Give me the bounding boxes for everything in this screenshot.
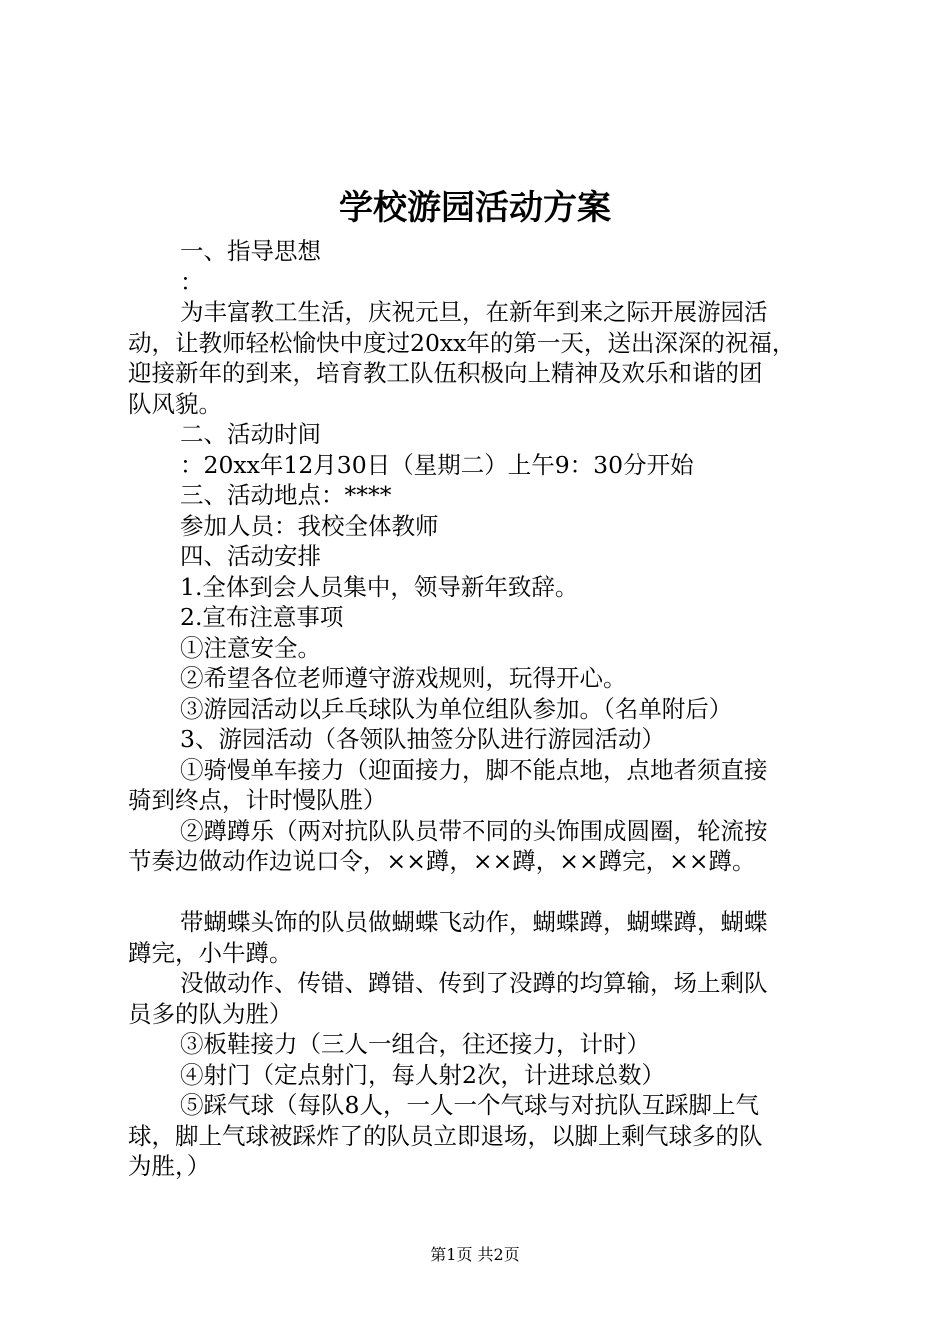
list-item: ①注意安全。 (180, 633, 321, 662)
paragraph-line: 带蝴蝶头饰的队员做蝴蝶飞动作，蝴蝶蹲，蝴蝶蹲，蝴蝶 (180, 908, 768, 936)
paragraph-line: 为胜，） (128, 1152, 211, 1180)
list-item: ③板鞋接力（三人一组合，往还接力，计时） (180, 1030, 650, 1058)
paragraph-line: 队风貌。 (128, 389, 222, 418)
blank-line (128, 877, 848, 908)
paragraph-line: 为丰富教工生活，庆祝元旦，在新年到来之际开展游园活 (180, 298, 768, 326)
section-heading-activity-location: 三、活动地点：**** (180, 481, 392, 509)
list-item: ③游园活动以乒乓球队为单位组队参加。（名单附后） (180, 694, 733, 723)
paragraph-line: ：20xx年12月30日（星期二）上午9：30分开始 (180, 450, 694, 479)
section-heading-activity-time: 二、活动时间 (180, 420, 321, 448)
list-item: 1.全体到会人员集中，领导新年致辞。 (180, 572, 579, 601)
list-item: ①骑慢单车接力（迎面接力，脚不能点地，点地者须直接 (180, 755, 768, 784)
paragraph-line: 参加人员：我校全体教师 (180, 511, 439, 540)
paragraph-line: 节奏边做动作边说口令，××蹲，××蹲，××蹲完，××蹲。 (128, 847, 756, 875)
paragraph-line: 骑到终点，计时慢队胜） (128, 786, 387, 814)
document-body (128, 236, 848, 1182)
paragraph-line: ： (180, 267, 204, 296)
list-item: 2.宣布注意事项 (180, 603, 344, 631)
paragraph-line: 球，脚上气球被踩炸了的队员立即退场，以脚上剩气球多的队 (128, 1121, 763, 1150)
list-item: ④射门（定点射门，每人射2次，计进球总数） (180, 1060, 665, 1089)
page-footer: 第1页 共2页 (430, 1245, 520, 1264)
document-title: 学校游园活动方案 (339, 188, 611, 228)
paragraph-line: 没做动作、传错、蹲错、传到了没蹲的均算输，场上剩队 (180, 969, 768, 997)
paragraph-line: 蹲完，小牛蹲。 (128, 938, 293, 967)
paragraph-line: 迎接新年的到来，培育教工队伍积极向上精神及欢乐和谐的团 (128, 359, 763, 387)
list-item: ②希望各位老师遵守游戏规则，玩得开心。 (180, 664, 627, 692)
paragraph-line: 动，让教师轻松愉快中度过20xx年的第一天，送出深深的祝福， (128, 328, 796, 357)
list-item: ②蹲蹲乐（两对抗队队员带不同的头饰围成圆圈，轮流按 (180, 816, 768, 845)
paragraph-line: 员多的队为胜） (128, 999, 293, 1028)
section-heading-activity-arrangement: 四、活动安排 (180, 542, 321, 570)
list-item: ⑤踩气球（每队8人，一人一个气球与对抗队互踩脚上气 (180, 1091, 759, 1119)
list-item: 3、游园活动（各领队抽签分队进行游园活动） (180, 725, 665, 753)
section-heading-guiding-idea: 一、指导思想 (180, 237, 321, 265)
